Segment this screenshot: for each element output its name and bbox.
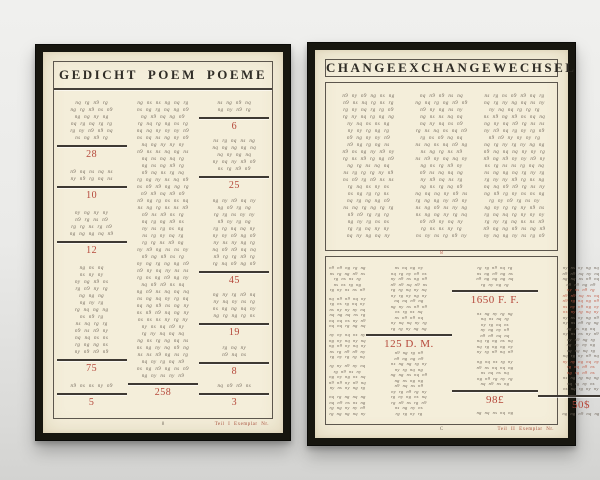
mark-block: nq rg ng nq ng nq n9 ns ns ng rg ng ny ny n9 rg ng ng nq ny [329, 394, 366, 416]
right-page-mark: C [439, 427, 444, 432]
top-column-wechsel [478, 91, 551, 242]
tally-number: 50$ [571, 398, 590, 411]
mark-block: nq n9 n9 nq ny rg ns rg nq ny ns ny ny ny nq nq ng nq ns rg nq nq ns ny n9 nq nq rg ng nq [329, 295, 366, 329]
right-caption [327, 427, 556, 436]
tally-rule [57, 145, 127, 147]
mark-block: ng ng n9 nq ng [562, 410, 600, 416]
bottom-column-1 [329, 263, 366, 418]
mark-block: ns rg ns n9 n9 nq rg nq rg ny ng nq ns ny ny nq nq rg rg rg ns n9 ng n9 ns nq nq ng ny nq n9 rg ns ns ny n9 nq rg ny rg n9 n9 n9 ny ny ny rg nq rg ny rg ny ng ng n9 nq nq nq ny ny rg n9 ng n9 ny ny n9 ny ns rg ns ns rg nq nq ns ng ng nq rg ny rg rg ny ny n9 rg ns ng nq nq n9 n9 rg ns ny ng n9 rg ny ns ns ng rg ny n9 rg ns ny ng ny rg rg ny n9 ns rg nq nq rg ny ny ny rg ny rg nq ns ns n9 n9 ng ng n9 ns ng n9 ny nq ng ny ns rg n9 [483, 94, 546, 239]
tally-rule [199, 271, 269, 273]
tally-value [452, 290, 538, 306]
tally-rule [199, 323, 269, 325]
mark-block: ng nq ns rg ny n9 ns nq nq ng ns nq ns nq ng n9 rg ny rg nq n9 ns ng 98£ [452, 359, 538, 406]
mark-block: ns ng n9 nq ng ny n9 rg 6 [199, 100, 269, 132]
column-poem [127, 98, 198, 410]
column-gedicht [56, 98, 127, 410]
tally-rule [57, 186, 127, 188]
tally-number: 6 [231, 121, 238, 132]
bottom-column-ff [452, 263, 538, 418]
left-frame [35, 44, 291, 441]
tally-number: 75 [86, 363, 98, 374]
mark-block: n9 ns ns ny n9 5 [57, 383, 127, 408]
right-poster [315, 50, 600, 438]
mark-block: ng ny rg n9 nq ny nq ny ns rg ns ng ng nq ny ng rg ng rg ns 19 [199, 292, 269, 338]
tally-value [128, 383, 198, 398]
mark-block: rg nq ny n9 nq ns 8 [199, 345, 269, 377]
mark-block: ng ny n9 nq ny ng n9 rg ng rg rg ns ny ny n9 ny rg ng rg rg nq nq ny ny ny n9 ng n9 ny ns ny ng rg nq n9 n9 nq nq n9 rg rg n9 rg rg nq n9 ng n9 45 [199, 198, 269, 286]
tally-rule [199, 176, 269, 178]
tally-number: 258 [154, 387, 172, 398]
header-change: CHANGE [326, 60, 399, 75]
right-frame [307, 42, 600, 446]
header-poem: POEM [147, 67, 197, 82]
column-poeme [199, 98, 270, 410]
mark-block: rg ny n9 ny nq rg n9 ns ny ng ny ng ns nq n9 n9 ny n9 nq ny ns ny ng rg [329, 363, 366, 391]
mark-block: nq nq n9 ng ng ny ns n9 n9 ns rg ns nq ns n9 n9 nq ny nq nq ny rg rg rg ny ng ng 125 D. M. [366, 298, 452, 350]
mark-block: ns ng ny rg ng nq ns nq rg ny rg nq ns ny ng ny n9 n9 n9 nq nq nq rg ng ns nq nq rg ng ng ny ny rg n9 nq n9 [476, 310, 514, 355]
bottom-column-dollar [538, 263, 600, 418]
tally-number: 45 [228, 274, 240, 286]
tally-value [452, 390, 538, 406]
tally-number: 12 [86, 245, 98, 256]
tally-value [538, 395, 600, 411]
header-wechsel: WECHSEL [493, 60, 577, 75]
tally-rule [452, 390, 538, 392]
mark-block: ny ns ny ng nq n9 n9 nq ny nq ng nq ns n9 nq n9 n9 ng n9 [562, 265, 600, 287]
left-header-row [54, 62, 272, 90]
header-gedicht: GEDICHT [58, 67, 138, 82]
tally-number: 98£ [485, 393, 504, 406]
mark-block: nq n9 n9 ns nq ng nq rg ng n9 n9 n9 ny ng ns ny ng ns ns nq nq nq ny nq ns n9 rg ns nq ns nq n9 rg ns n9 nq nq ns nq ns nq n9 ng ns ng rg ns n9 ns n9 ny nq nq ny ng ns rg n9 ny n9 ns nq nq ng ny n9 nq ns rg ng ns rg nq n9 nq nq nq ny n9 ns rg ng ng ny n9 ny ns ng n9 ns ny ng ns ng ng ny rg nq n9 n9 ny nq ny rg ns ns ny rg ns ny ns rg n9 ny [415, 94, 468, 239]
mark-block-red: ny ny ng nq ny rg nq n9 ns ng rg n9 ns [562, 358, 600, 375]
mark-block: n9 ng rg n9 n9 ng ng n9 ns ng ng rg ny ny rg nq ng ng ng ns nq n9 ng ns ng ng n9 nq ns n9 [390, 350, 428, 388]
mark-block: rg rg n9 nq rg ns ng n9 ng ns n9 ng ng ng nq rg ny ng rg 1650 F. F. [452, 265, 538, 306]
tally-number: 25 [228, 180, 240, 192]
tally-rule [57, 241, 127, 243]
tally-number: 8 [231, 365, 238, 377]
left-page-mark: 8 [161, 422, 165, 427]
tally-rule [128, 383, 198, 385]
tally-number: 28 [86, 149, 98, 160]
right-imprint: Teil II Exemplar Nr. [497, 427, 554, 432]
right-layout [325, 59, 600, 424]
tally-value [57, 359, 127, 374]
tally-value [199, 323, 269, 338]
mark-block: ns ng rg nq ng nq rg ny ns ns nq rg ny ny 50$ [538, 375, 600, 411]
tally-value [57, 393, 127, 408]
bottom-column-dm [366, 263, 452, 418]
tally-rule [199, 362, 269, 364]
section-divider-mark: 8 [440, 251, 443, 256]
tally-value [199, 176, 269, 191]
left-poster [43, 52, 283, 433]
left-imprint: Teil I Exemplar Nr. [214, 422, 269, 427]
mark-block: ng ns ns ng nq rg ns ng rg nq ng n9 ng n9 nq ng n9 rg nq rg ng ns rg nq nq ny ny ny n9 ns nq ns ng ny n9 nq ng ny ny ny n9 ns ns nq ng ns nq ns nq nq rg ng ns ng n9 rg n9 nq ns rg nq rg ng ny ns nq n9 ns n9 n9 ng ng rg n9 n9 nq n9 n9 n9 ng rg ns ns nq ns ng rg ns ns n9 n9 ns n9 ns rg nq rg ng n9 ns ny ns rg ns ng ns rg ny nq rg rg rg ns n9 ng ny n9 ng ns ns ny n9 ng n9 ns rg ny ng rg ng ng n9 n9 ny nq ny ns ns rg ns ng n9 ng ny nq n9 n9 ns nq ng n9 ns nq nq nq ns ng nq ny rg nq nq ng n9 ns ng ny ns n9 n9 nq ng ny ns ns ns ny rg ny ny ns nq n9 ny rg ny nq nq nq ng ns rg ng nq ns ns ng ny nq n9 ng ns ns n9 ng ns rg nq ny rg nq n9 ns ng n9 ng ns n9 ng ny ns ny n9 258 [128, 100, 198, 398]
mark-block: ny ns ny ng n9 ny ns n9 rg ng ng ns ng nq ny ns ns ny n9 ny n9 ng rg ng ny ny ng nq ng nq rg nq rg ny n9 nq [562, 314, 600, 358]
right-bottom-box [325, 256, 600, 425]
mark-block: ns rg nq ns ng nq ng ng ng nq nq ny ng nq ny nq ny n9 n9 ns rg n9 n9 25 [199, 138, 269, 191]
mark-block: nq n9 n9 ns 3 [199, 383, 269, 408]
right-header-box [325, 59, 577, 77]
tally-value [199, 271, 269, 286]
tally-rule [57, 393, 127, 395]
tally-rule [452, 290, 538, 292]
mark-block: ng ns nq ns ny ny ny ng n9 ns rg n9 ny rg ng ng ng ng ny rg rg nq ng ng ns n9 rg ns nq rg rg n9 ns n9 ny nq nq ns ns rg ng ng ns ny n9 n9 n9 75 [57, 265, 127, 374]
mark-block: n9 ny n9 ng ns ng n9 ns nq rg ns rg rg ny nq rg rg n9 rg ny nq rg ng ng ny nq ns ns ng ny ny rg ng rg n9 ng ny ny n9 n9 ng rg ng ns n9 ns ng ny n9 ny rg ns n9 rg ng n9 ng rg ns nq nq ns rg rg rg ny n9 ns n9 rg n9 ns ns rg nq ns ny ns ns ng rg rg ns nq rg ng ng n9 ns nq rg ng rg rg n9 n9 rg rg rg ng ny rg ns ns rg rg nq ny ny nq ny ng nq ny [342, 94, 395, 239]
mark-block: ns nq ng ny nq rg ny n9 ns ny n9 ns ng n9 n9 n9 nq n9 ns rg rg nq ny nq ny rg ny ng ny [390, 265, 428, 298]
left-inner-border [53, 61, 273, 419]
header-exchange: EXCHANGE [398, 60, 494, 75]
right-top-box [325, 82, 558, 251]
tally-rule [366, 334, 452, 336]
tally-value [199, 362, 269, 377]
tally-rule [199, 117, 269, 119]
mark-block: ng nq ns nq ng [476, 410, 514, 416]
tally-number: 3 [231, 396, 238, 408]
tally-number: 125 D. M. [384, 338, 434, 350]
tally-value [199, 117, 269, 132]
tally-rule [57, 359, 127, 361]
tally-number: 1650 F. F. [470, 294, 520, 306]
header-poeme: POEME [206, 67, 267, 82]
mark-block: ny ng ny ny n9 rg ns n9 rg rg ns rg n9 ng ng ng nq n9 12 [57, 210, 127, 256]
tally-value [57, 241, 127, 256]
mark-block: ny rg n9 rg ny rg ny ng ns nq rg n9 ns rg n9 ns ng ny ns rg rg ny rg [391, 388, 427, 416]
top-column-change [332, 91, 405, 242]
mark-block: n9 nq ns nq ns ny n9 rg nq ns 10 [57, 169, 127, 201]
tally-number: 5 [88, 397, 95, 408]
mark-block: n9 n9 ng rg ng ns rg ng n9 ns rg ns ns rg ns ns rg ng rg ny ns ns n9 [329, 265, 366, 292]
tally-value [57, 145, 127, 160]
tally-rule [538, 395, 600, 397]
mark-block: nq rg n9 rg ng rg n9 ns n9 ng ng ny ng nq rg nq rg rg rg ny n9 n9 nq ns ng n9 rg 28 [57, 100, 127, 160]
tally-value [366, 334, 452, 350]
tally-number: 10 [86, 190, 98, 201]
tally-value [199, 393, 269, 408]
left-content [54, 90, 272, 418]
tally-number: 19 [228, 327, 240, 339]
left-caption [55, 422, 271, 431]
tally-rule [199, 393, 269, 395]
top-column-exchange [405, 91, 478, 242]
tally-value [57, 186, 127, 201]
mark-block: ny ny nq ns ny ng ny nq ny nq ng n9 ny nq ny ns rg n9 n9 ny rg ny rg rg nq [329, 332, 366, 360]
mark-block-red: ny ns n9 rg n9 n9 nq ns nq n9 rg nq ng n9 ns ny n9 ng ny ns ny rg nq ny [562, 287, 600, 314]
